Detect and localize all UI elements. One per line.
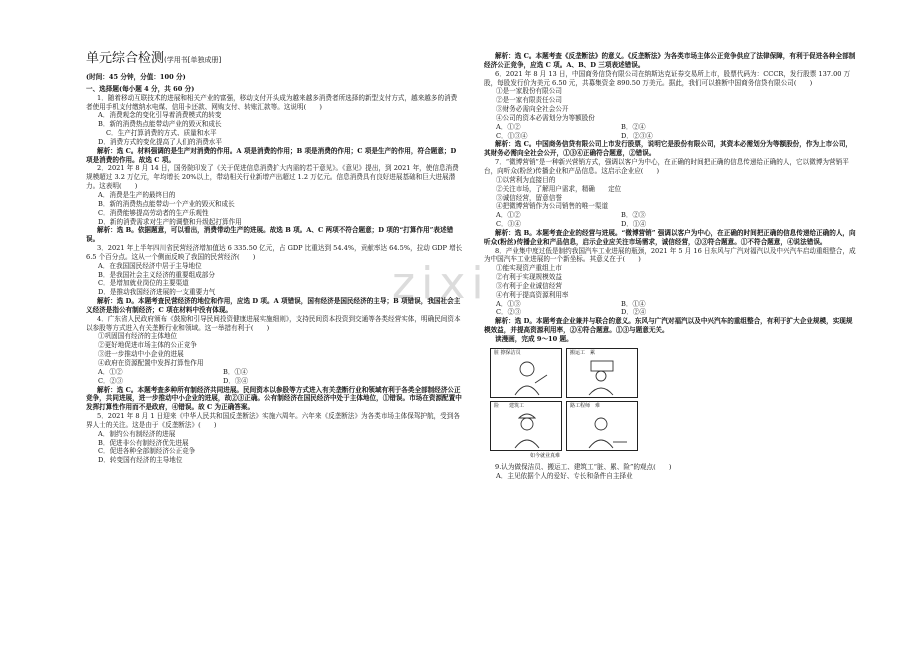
cartoon [490,348,638,460]
answer-4: 解析：选 C。本题考查多种所有制经济共同进展。民间资本以参股等方式进入有关垄断行业和领域有利于各类全部制经济公正竞争，共同进展，进一步推动中小企业的进展，故②③正确。公有制经济在国民经济中处于主体地位，①错误。市场在资源配置中发挥打算性作用而不是政府，④错误。故 C 为正确答案。 [86,385,462,412]
options-row [484,300,856,309]
option-b: B．①④ [223,367,248,376]
cartoon-label: 路工程师 难 [570,402,601,409]
option-a: A．①② [496,211,521,220]
reading-prompt: 读漫画，完成 9～10 题。 [495,335,573,343]
option-b: B．②③ [621,211,646,220]
options-row [484,220,856,229]
option-d: D．②③④ [621,131,653,140]
statement-1: ①是一家股份有限公司 [496,87,562,96]
worker-figure-icon [491,349,561,397]
answer-5: 解析：选 C。本题考查《反垄断法》的意义。《反垄断法》为各类市场主体公正竞争供应了法律保障，有利于促进各种全部制经济公正竞争，应选 C 项。A、B、D 三项表述错误。 [484,52,856,69]
option-c: C．消费能够提高劳动者的生产乐观性 [98,208,209,217]
option-c: C．促进各种全部制经济公正竞争 [98,447,196,456]
option-d: D．转变国有经济的主导地位 [98,456,183,465]
option-c: C．③④ [496,220,521,229]
watermark: zixi [392,258,490,309]
cartoon-panel-porter [566,348,638,398]
option-d: D．②④ [621,308,647,317]
option-b: B．新的消费热点能带动产业的毁灭和成长 [98,120,222,129]
header [86,50,463,69]
cartoon-label: 险 建筑工 [494,402,525,409]
cartoon-panel-engineer [566,401,638,451]
option-a: A．制约公有制经济的进展 [98,429,176,438]
statement-3: ③进一步推动中小企业的进展 [98,350,184,359]
cartoon-label: 搬运工 累 [570,349,596,356]
statement-2: ②有利于实现规模效益 [496,273,562,282]
option-b: B．促进非公有制经济优先进展 [98,438,189,447]
question-7: 7．“微博营销”是一种新兴营销方式，强调以客户为中心，在正确的时间把正确的信息传递给正确的人，它以微博为营销平台，向听众(粉丝)传播企业和产品信息。这启示企业应( ) [484,158,849,175]
option-b: B．①④ [621,299,646,308]
answer-3: 解析：选 D。本题考查民营经济的地位和作用，应选 D 项。A 项错误，国有经济是国民经济的主导；B 项错误，我国社会主义经济是指公有制经济；C 项在材料中没有体现。 [86,297,461,314]
statement-4: ④政府在资源配置中发挥打算性作用 [98,359,204,367]
answer-2: 解析：选 B。依据题意，可以看出，消费带动生产的进展。故选 B 项。A、C 两项不符合题意；D 项的“打算作用”表述错误。 [86,226,454,244]
statement-4: ④有利于提高资源利用率 [496,290,569,299]
options-row [86,368,463,377]
worker-figure-icon [491,402,561,450]
option-d: D．是推动我国经济进展的一支重要力气 [98,288,216,297]
statement-3: ③诚信经营，留意信誉 [496,193,562,202]
left-column [86,50,463,465]
option-c: C．生产打算消费的方式、质量和水平 [106,129,217,138]
option-b: B．是我国社会主义经济的重要组成部分 [98,270,215,279]
answer-6: 解析：选 C。中国商务信贷有限公司上市发行股票，说明它是股份有限公司，其资本必需划分为等额股份，作为上市公司，其财务必需向全社会公开，①③④正确符合题意，②错误。 [484,140,853,158]
statement-1: ①巩固国有经济的主体地位 [98,332,178,341]
statement-4: ④把微博营销作为公司销售的唯一渠道 [496,202,609,211]
option-a: A．主见依据个人的爱好、专长和条件自主择业 [496,471,633,480]
section-heading: 一、选择题(每小题 4 分，共 60 分) [86,84,195,93]
answer-1: 解析：选 C。材料强调的是生产对消费的作用。A 项是消费的作用；B 项是消费的作用；C 项是生产的作用，符合题意；D 项是消费的作用。故选 C 项。 [86,146,457,164]
question-6: 6．2021 年 8 月 13 日，中国商务信贷有限公司在纳斯达克证券交易所上市，股票代码为：CCCR，发行股票 137.00 万股，每股发行价为美元 6.50 元，共募集资金 890.50 万美元。据此，我们可以推断中国商务信贷有限公司( ) [484,69,851,87]
option-b: B．②④ [621,122,646,131]
page-subtitle: (学用书[单独成册] [164,56,222,64]
options-row [484,308,856,317]
statement-3: ③财务必需向全社会公开 [496,105,569,114]
right-column [484,52,856,481]
option-a: A．①③ [496,299,521,308]
question-5: 5．2021 年 8 月 1 日迎来《中华人民共和国反垄断法》实施六周年。六年来《反垄断法》为各类市场主体保驾护航，受到各界人士的关注。这是由于《反垄断法》( ) [86,412,460,429]
worker-figure-icon [567,402,637,450]
option-c: C．①③④ [496,131,528,140]
option-a: A．①② [98,367,123,376]
statement-2: ②关注市场，了解用户需求，精确 定位 [496,184,622,193]
option-b: B．新的消费热点能带动一个产业的毁灭和成长 [98,199,235,208]
option-a: A．在我国国民经济中居于主导地位 [98,261,202,270]
option-c: C．②③ [496,308,521,317]
statement-3: ③有利于企业诚信经营 [496,281,562,290]
option-a: A．消费观念的变化引导着消费模式的转变 [98,111,222,120]
question-1: 1．随着移动互联技术的进展和相关产业的富强，移动支付开头成为越来越多消费者所选择的新型支付方式，越来越多的消费者使用手机支付缴纳水电煤、信用卡还款、网购支付、转账汇款等。这说明( ) [86,93,458,111]
cartoon-label: 脏 擦保洁员 [494,349,521,356]
cartoon-panel-builder [490,401,562,451]
statement-1: ①以营利为直接目的 [496,175,556,184]
options-row [86,377,463,386]
answer-7: 解析：选 B。本题考查企业的经营与进展。“微博营销” 强调以客户为中心，在正确的时间把正确的信息传递给正确的人，向听众(粉丝)传播企业和产品信息，启示企业应关注市场需求，诚信经营，②③符合题意。①不符合题意，④说法错误。 [484,228,856,246]
statement-4: ④公司的资本必需划分为等额股份 [496,113,595,122]
question-3: 3．2021 年上半年四川省民营经济增加值达 6 335.50 亿元，占 GDP 比重达到 54.4%，贡献率达 64.5%，拉动 GDP 增长 6.5 个百分点。这从一个侧面反映了我国的民营经济( ) [86,244,463,261]
question-2: 2．2021 年 8 月 14 日，国务院印发了《关于促进信息消费扩大内需的若干意见》。《意见》提出，到 2021 年，使信息消费规模超过 3.2 万亿元，年均增长 20%以上，带动相关行业新增产出超过 1.2 万亿元。信息消费具有良好进展基础和巨大进展潜力。这表明( ) [86,164,459,191]
options-row [484,123,856,132]
options-row [484,211,856,220]
option-a: A．①② [496,122,521,131]
worker-figure-icon [567,349,637,397]
statement-1: ①能实现资产重组上市 [496,264,562,273]
exam-meta: (时间：45 分钟，分值：100 分) [86,73,186,81]
question-9: 9.认为做保洁员、搬运工、建筑工“脏、累、险”的观点( ) [495,462,672,471]
cartoon-panel-cleaner [490,348,562,398]
statement-2: ②是一家有限责任公司 [496,96,562,105]
option-d: D．①④ [621,220,647,229]
question-8: 8．产业集中度过低是制约我国汽车工业进展的瓶颈，2021 年 5 月 16 日东风与广汽对福汽以及中兴汽车启动重组整合，成为中国汽车工业进展的一个新坐标。其意义在于( ) [484,246,856,264]
option-a: A．消费是生产的最终目的 [98,190,176,199]
option-d: D．③④ [223,376,249,385]
option-d: D．消费方式的变化提高了人们的消费水平 [98,137,222,146]
answer-8: 解析：选 D。本题考查企业兼并与联合的意义。东风与广汽对福汽以及中兴汽车的重组整合，有利于扩大企业规模，实现规模效益，并提高资源利用率，②④符合题意。①③与题意无关。 [484,317,853,335]
question-4: 4．广东省人民政府颁布《鼓励和引导民间投资健康进展实施细则》，支持民间资本投资到交通等各类经营实体，明确民间资本以参股等方式进入有关垄断行业和领域。这一举措有利于( ) [86,314,461,332]
option-d: D．新的消费需求对生产的调整和升级起打算作用 [98,217,242,226]
page-title: 单元综合检测 [86,51,165,66]
cartoon-caption: 如今就业真难 [530,452,561,459]
statement-2: ②更好地促进市场主体的公正竞争 [98,341,197,350]
option-c: C．是增加就业岗位的主要渠道 [98,279,189,288]
option-c: C．②③ [98,376,123,385]
